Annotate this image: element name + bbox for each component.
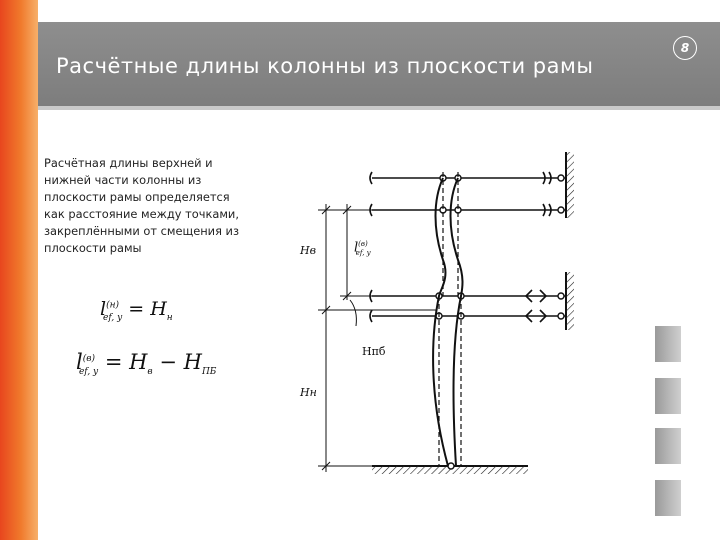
- label-lef: $l^{(в)}_{ef, y}$: [354, 240, 371, 257]
- wall-support-bottom: [566, 272, 574, 330]
- slide-title: Расчётные длины колонны из плоскости рамы: [56, 54, 594, 78]
- dimension-lines: [318, 204, 436, 472]
- label-hpb: Нпб: [362, 345, 386, 358]
- hinge-nodes: [436, 175, 564, 469]
- bracing-bars: [370, 172, 566, 322]
- wall-support-top: [566, 152, 574, 218]
- label-hv: Hв: [300, 244, 316, 257]
- label-hn: Hн: [300, 386, 317, 399]
- description-text: Расчётная длины верхней и нижней части колонны из плоскости рамы определяется как расстояние между точками, закреплёнными от смещения из плоскости рамы: [44, 156, 240, 255]
- formula-upper: $l^{(н)}_{ef, y} = H_н$: [100, 298, 173, 323]
- formula-lower: $l^{(в)}_{ef, y} = H_в - H_{ПБ}$: [76, 350, 217, 378]
- page-number: 8: [673, 36, 697, 60]
